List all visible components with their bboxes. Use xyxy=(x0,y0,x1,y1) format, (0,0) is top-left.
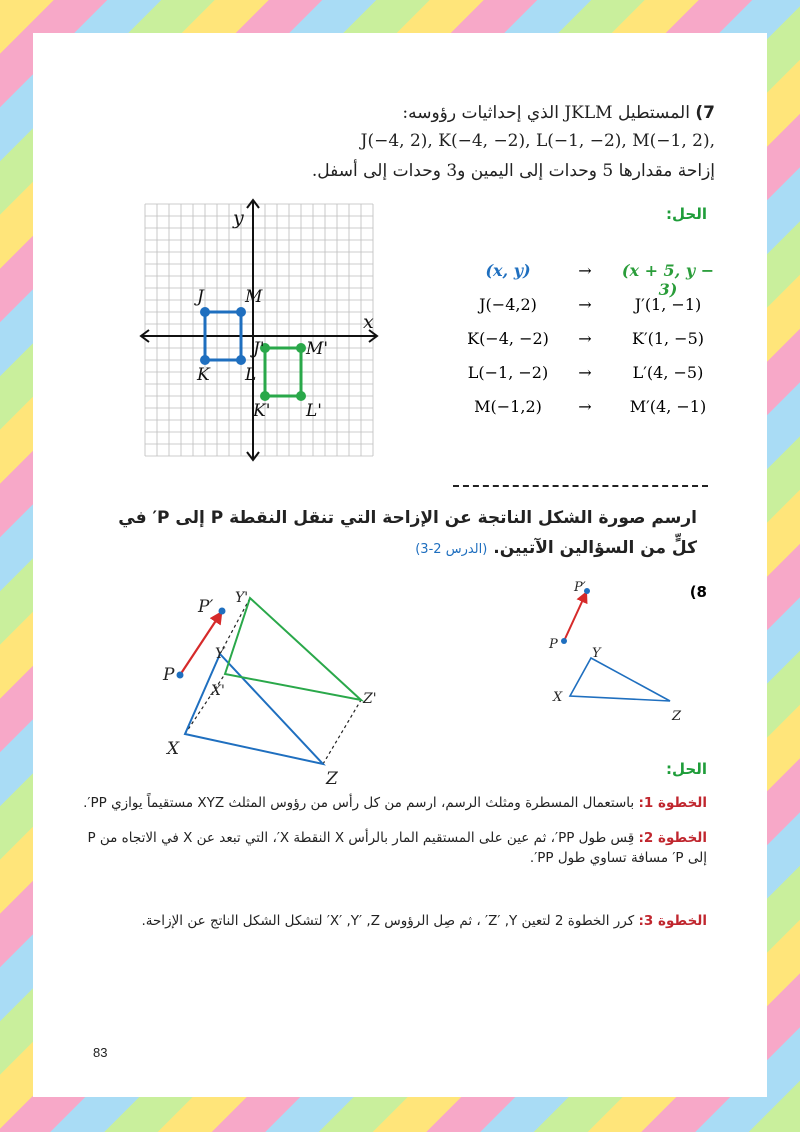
vertex-m xyxy=(236,307,246,317)
instruction-line2-text: كلٍّ من السؤالين الآتيين. xyxy=(493,538,697,558)
q8-solution-heading: الحل: xyxy=(666,760,707,778)
label-j: J xyxy=(197,287,204,307)
label-p: P xyxy=(549,637,558,652)
step-2-text: قِس طول PP′، ثم عين على المستقيم المار بالرأس X النقطة X′، التي تبعد عن X في الاتجاه من P إلى P′ مسافة تساوي طول PP′. xyxy=(87,830,707,867)
vertex-j xyxy=(200,307,210,317)
vertex-k-prime xyxy=(260,391,270,401)
solution-row-m xyxy=(453,397,713,431)
label-y: Y xyxy=(592,646,601,661)
point-p xyxy=(561,638,567,644)
q7-solution-table xyxy=(453,261,713,431)
solution-row-rule xyxy=(453,261,715,299)
triangle-xyz-prime xyxy=(225,598,361,700)
label-x: X xyxy=(553,690,563,705)
j-image: J′(1, −1) xyxy=(634,295,702,314)
l-pre: L(−1, −2) xyxy=(467,363,549,382)
vertex-l-prime xyxy=(296,391,306,401)
vertex-k xyxy=(200,355,210,365)
point-p-prime xyxy=(219,608,226,615)
instruction-line1: ارسم صورة الشكل الناتجة عن الإزاحة التي تنقل النقطة P إلى P′ في xyxy=(118,508,697,528)
q8-problem-diagram xyxy=(513,573,693,733)
label-k: K xyxy=(197,365,210,385)
arrow: → xyxy=(578,397,592,416)
label-m: M xyxy=(245,287,263,307)
vertex-m-prime xyxy=(296,343,306,353)
step-2 xyxy=(67,828,707,869)
label-z: Z xyxy=(672,709,682,724)
label-k-prime: K' xyxy=(253,401,271,421)
k-image: K′(1, −5) xyxy=(631,329,704,348)
rule-image: (x + 5, y − 3) xyxy=(621,261,715,299)
triangle-xyz xyxy=(185,654,323,764)
arrow: → xyxy=(578,329,592,348)
section-divider xyxy=(453,485,708,487)
solution-row-k xyxy=(453,329,713,363)
label-p-prime: P′ xyxy=(198,597,214,617)
q7-coords: J(−4, 2), K(−4, −2), L(−1, −2), M(−1, 2), xyxy=(360,131,715,151)
q7-text-1: المستطيل JKLM الذي إحداثيات رؤوسه: xyxy=(402,103,690,123)
arrow: → xyxy=(578,261,592,280)
step-2-label: الخطوة 2: xyxy=(638,830,707,846)
arrow: → xyxy=(578,295,592,314)
page-sheet xyxy=(33,33,767,1097)
vertex-l xyxy=(236,355,246,365)
label-z-prime: Z' xyxy=(363,691,377,707)
m-pre: M(−1,2) xyxy=(474,397,542,416)
solution-row-l xyxy=(453,363,713,397)
solution-row-j xyxy=(453,295,713,329)
m-image: M′(4, −1) xyxy=(629,397,707,416)
q8-number: (8 xyxy=(689,583,707,601)
y-axis-label: y xyxy=(233,207,244,229)
j-pre: J(−4,2) xyxy=(479,295,537,314)
label-j-prime: J' xyxy=(253,339,265,359)
label-y: Y xyxy=(215,646,225,662)
step-3-text: كرر الخطوة 2 لتعين Z′ ,Y′ ، ثم صِل الرؤوس X′ ,Y′ ,Z′ لتشكل الشكل الناتج عن الإزاحة. xyxy=(141,913,635,929)
label-l-prime: L' xyxy=(306,401,322,421)
label-y-prime: Y' xyxy=(235,590,249,606)
label-x-prime: X' xyxy=(211,683,225,699)
page-number: 83 xyxy=(93,1045,108,1060)
x-axis-label: x xyxy=(363,311,374,333)
step-1 xyxy=(67,793,707,813)
parallel-line-z xyxy=(323,700,361,764)
q7-line1 xyxy=(402,103,715,123)
q8-solution-diagram xyxy=(143,548,403,789)
label-p-prime: P′ xyxy=(574,580,586,595)
label-m-prime: M' xyxy=(306,339,329,359)
label-x: X xyxy=(167,739,180,759)
k-pre: K(−4, −2) xyxy=(467,329,549,348)
step-1-label: الخطوة 1: xyxy=(638,795,707,811)
q7-solution-heading: الحل: xyxy=(666,205,707,223)
label-l: L xyxy=(245,365,257,385)
lesson-reference: (الدرس 2-3) xyxy=(415,542,488,557)
rule-pre: (x, y) xyxy=(485,261,531,280)
step-3 xyxy=(67,911,707,931)
q7-text-3: إزاحة مقدارها 5 وحدات إلى اليمين و3 وحدات إلى أسفل. xyxy=(311,161,715,181)
arrow: → xyxy=(578,363,592,382)
step-1-text: باستعمال المسطرة ومثلث الرسم، ارسم من كل رأس من رؤوس المثلث XYZ مستقيماً يوازي PP′. xyxy=(83,795,635,811)
instruction-line2 xyxy=(415,538,697,558)
translation-vector xyxy=(564,593,586,641)
label-z: Z xyxy=(326,769,338,789)
q7-number: 7) xyxy=(695,103,715,123)
q7-coordinate-grid xyxy=(138,196,388,471)
step-3-label: الخطوة 3: xyxy=(638,913,707,929)
l-image: L′(4, −5) xyxy=(632,363,704,382)
triangle-xyz xyxy=(570,658,670,701)
label-p: P xyxy=(163,665,175,685)
point-p xyxy=(177,672,184,679)
